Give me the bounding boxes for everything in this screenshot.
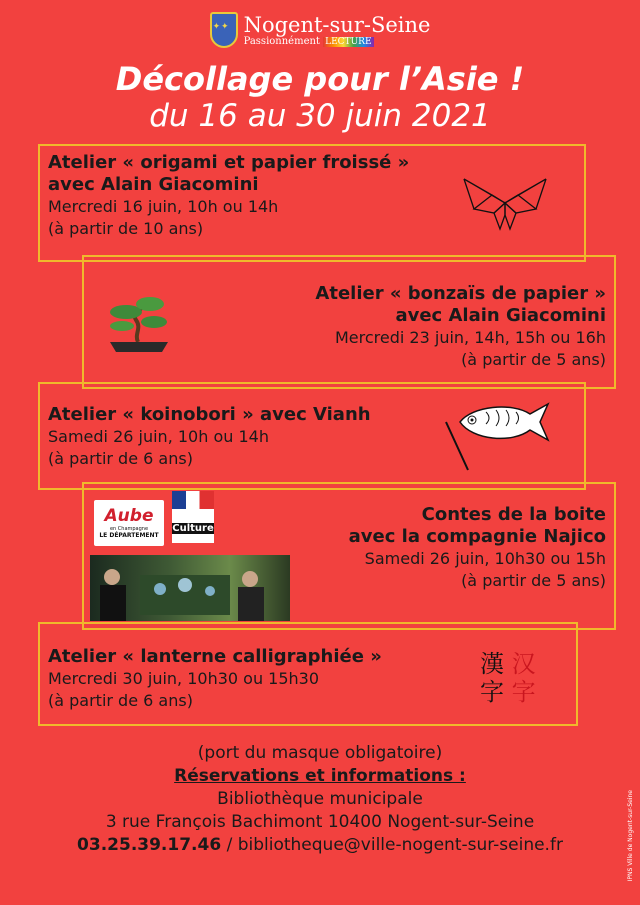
aube-sub: en Champagne <box>109 526 149 532</box>
brand <box>244 14 431 47</box>
koi-fish-icon <box>442 400 552 474</box>
aube-name: Aube <box>104 506 154 526</box>
contact-separator: / <box>221 835 238 855</box>
kanji-traditional-1: 漢 <box>480 650 504 678</box>
kanji-simplified-2: 字 <box>511 678 536 706</box>
event-date: Mercredi 23 juin, 14h, 15h ou 16h <box>335 328 606 347</box>
puppet-show-photo <box>90 555 290 621</box>
brand-tagline <box>244 36 431 47</box>
crest-icon <box>210 12 238 48</box>
email-link[interactable]: bibliotheque@ville-nogent-sur-seine.fr <box>237 835 563 855</box>
event-host: avec Alain Giacomini <box>395 305 606 326</box>
library-name: Bibliothèque municipale <box>217 789 423 809</box>
tagline-highlight: LECTURE <box>325 36 372 47</box>
event-title: Contes de la boite <box>421 504 606 525</box>
contact-line <box>0 834 640 857</box>
tagline-prefix: Passionnément <box>243 35 320 47</box>
event-age: (à partir de 5 ans) <box>461 571 606 590</box>
event-title: Atelier « koinobori » avec Vianh <box>48 404 371 425</box>
mask-notice: (port du masque obligatoire) <box>197 743 443 763</box>
origami-butterfly-icon <box>462 175 548 231</box>
event-age: (à partir de 10 ans) <box>48 219 204 238</box>
page-subtitle: du 16 au 30 juin 2021 <box>149 98 491 134</box>
kanji-simplified-1: 汉 <box>511 650 536 678</box>
reservations-heading: Réservations et informations : <box>174 766 466 786</box>
event-title: Atelier « bonzaïs de papier » <box>315 283 606 304</box>
kanji-icon <box>480 650 536 706</box>
event-date: Samedi 26 juin, 10h ou 14h <box>48 427 269 446</box>
event-date: Mercredi 30 juin, 10h30 ou 15h30 <box>48 669 320 688</box>
event-title: Atelier « origami et papier froissé » <box>48 152 410 173</box>
event-age: (à partir de 5 ans) <box>461 350 606 369</box>
event-date: Samedi 26 juin, 10h30 ou 15h <box>364 549 606 568</box>
aube-logo <box>94 500 164 546</box>
footer <box>0 742 640 857</box>
event-host: avec la compagnie Najico <box>348 526 606 547</box>
event-date: Mercredi 16 juin, 10h ou 14h <box>48 197 279 216</box>
brand-name: Nogent-sur-Seine <box>243 12 431 37</box>
ipns-notice: IPNS Ville de Nogent-sur-Seine <box>627 790 634 882</box>
culture-logo <box>172 491 214 543</box>
phone-number[interactable]: 03.25.39.17.46 <box>77 835 222 855</box>
event-age: (à partir de 6 ans) <box>48 449 193 468</box>
french-flag-icon <box>172 491 214 509</box>
event-host: avec Alain Giacomini <box>48 174 259 195</box>
event-age: (à partir de 6 ans) <box>48 691 193 710</box>
kanji-traditional-2: 字 <box>480 678 504 706</box>
page-title: Décollage pour l’Asie ! <box>115 60 525 98</box>
header <box>0 12 640 48</box>
bonsai-icon <box>104 290 174 356</box>
culture-name: Culture <box>172 523 214 534</box>
library-address: 3 rue François Bachimont 10400 Nogent-sur-Seine <box>105 812 535 832</box>
aube-dept: LE DÉPARTEMENT <box>99 532 159 539</box>
event-title: Atelier « lanterne calligraphiée » <box>48 646 382 667</box>
